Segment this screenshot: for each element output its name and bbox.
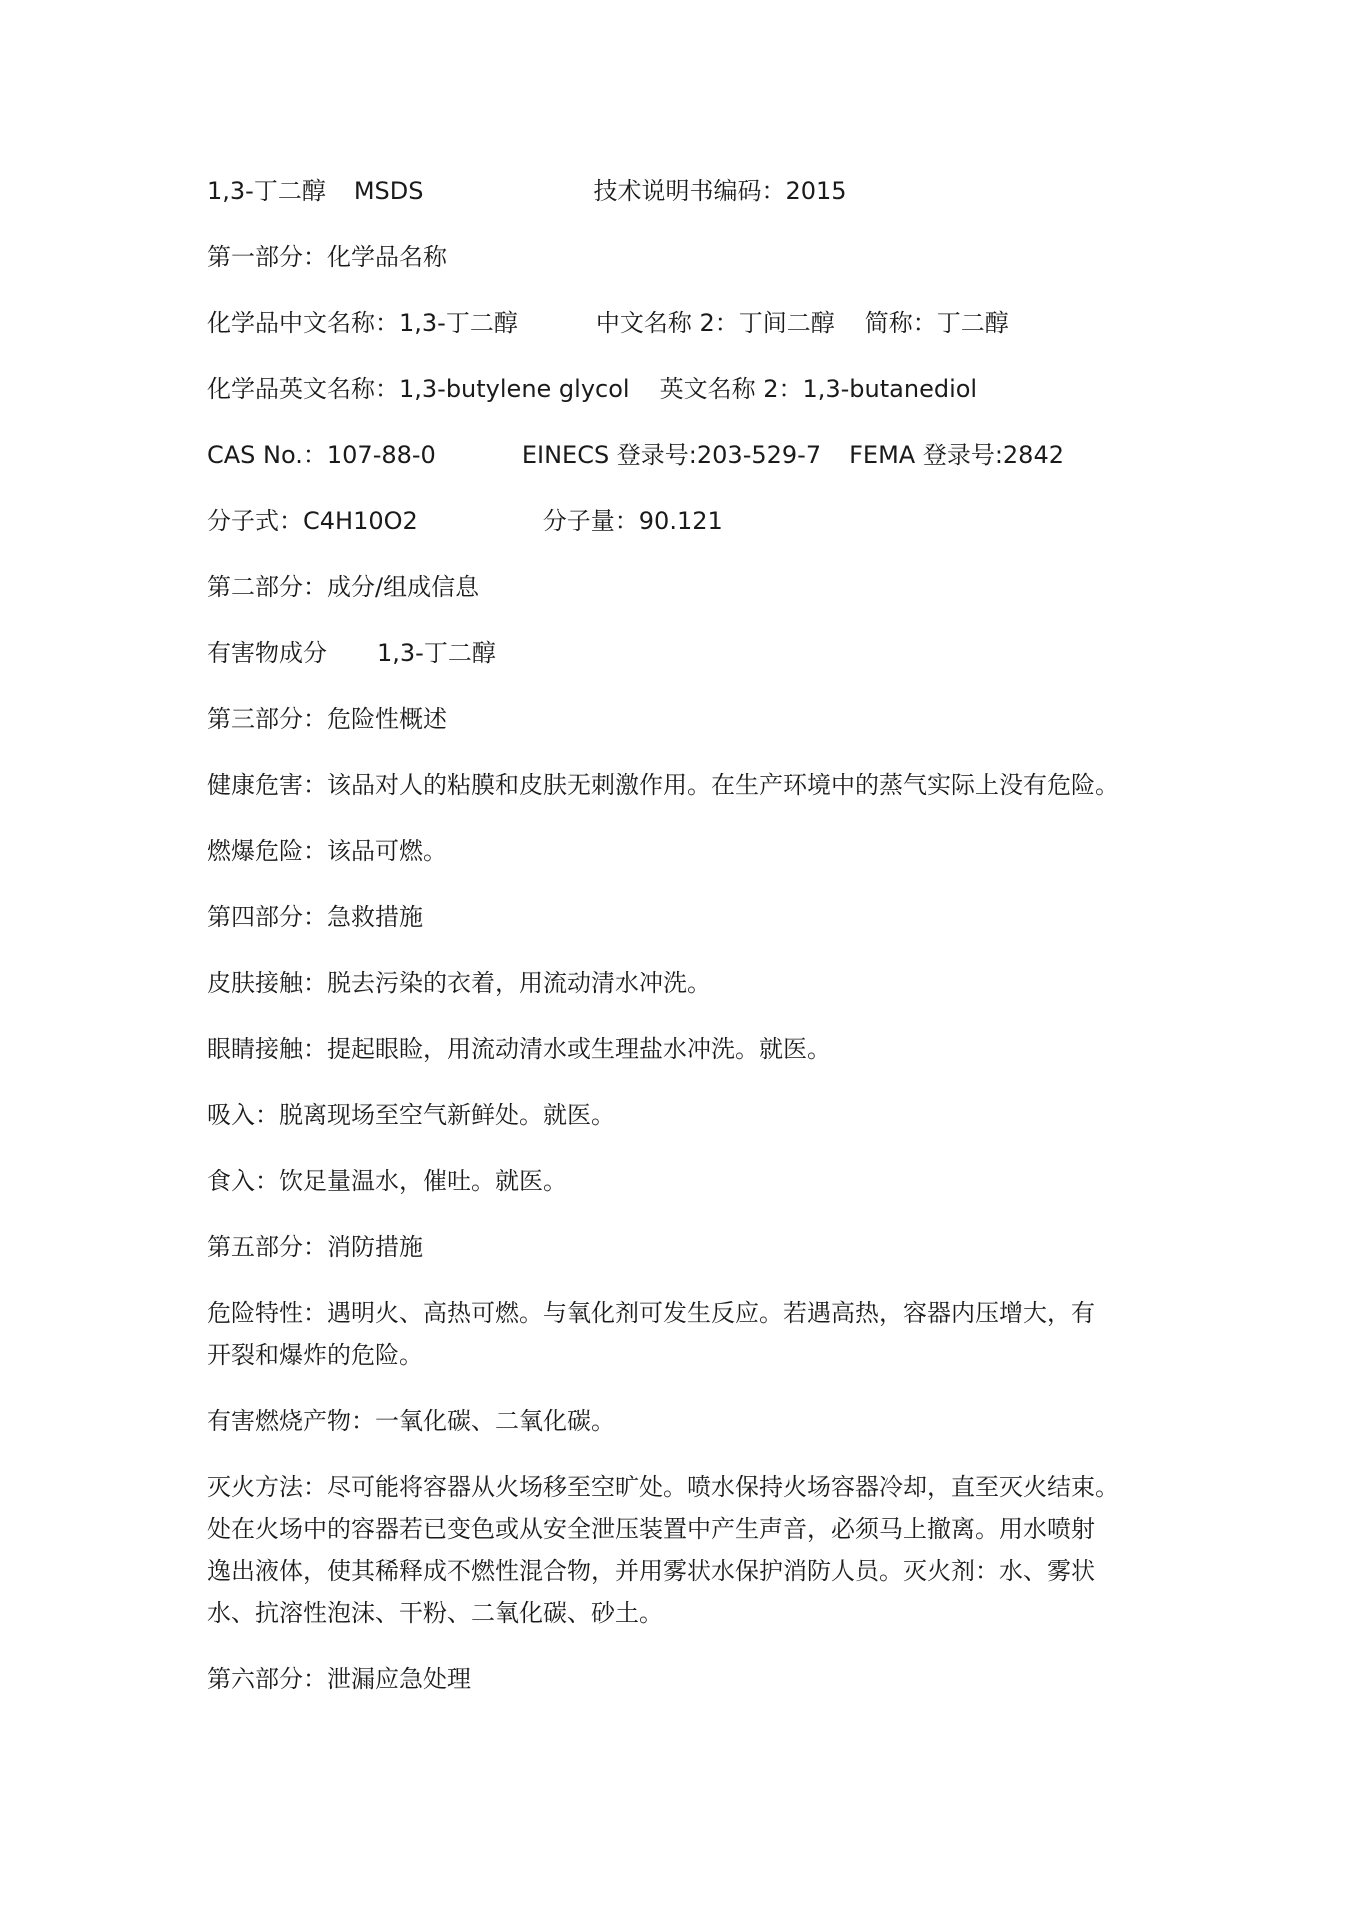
english-names-row: [207, 368, 1207, 410]
chinese-name-2: 中文名称 2：丁间二醇: [595, 309, 835, 337]
skin-contact: 皮肤接触：脱去污染的衣着，用流动清水冲洗。: [207, 969, 711, 997]
hazard-component-row: [207, 632, 1207, 674]
extinguishing-line-2: 处在火场中的容器若已变色或从安全泄压装置中产生声音，必须马上撤离。用水喷射: [207, 1515, 1095, 1543]
section-2-heading: 第二部分：成分/组成信息: [207, 573, 480, 601]
extinguishing-line-1: 灭火方法：尽可能将容器从火场移至空旷处。喷水保持火场容器冷却，直至灭火结束。: [207, 1473, 1119, 1501]
danger-characteristics-line-1: 危险特性：遇明火、高热可燃。与氧化剂可发生反应。若遇高热，容器内压增大，有: [207, 1299, 1095, 1327]
danger-characteristics: [207, 1292, 1207, 1376]
chinese-names-row: [207, 302, 1207, 344]
extinguishing-line-4: 水、抗溶性泡沫、干粉、二氧化碳、砂土。: [207, 1599, 663, 1627]
hazard-component-label: 有害物成分: [207, 639, 327, 667]
short-name: 简称：丁二醇: [864, 309, 1009, 337]
combustion-products: 有害燃烧产物：一氧化碳、二氧化碳。: [207, 1407, 615, 1435]
hazard-component-value: 1,3-丁二醇: [377, 639, 496, 667]
extinguishing-line-3: 逸出液体，使其稀释成不燃性混合物，并用雾状水保护消防人员。灭火剂：水、雾状: [207, 1557, 1095, 1585]
einecs-number: EINECS 登录号:203-529-7: [521, 441, 822, 469]
danger-characteristics-line-2: 开裂和爆炸的危险。: [207, 1341, 423, 1369]
fire-hazard: 燃爆危险：该品可燃。: [207, 837, 447, 865]
english-name-2: 英文名称 2：1,3-butanediol: [659, 375, 978, 403]
section-4-heading: 第四部分：急救措施: [207, 903, 423, 931]
section-1-heading: 第一部分：化学品名称: [207, 243, 447, 271]
section-6-heading: 第六部分：泄漏应急处理: [207, 1665, 471, 1693]
eye-contact: 眼睛接触：提起眼睑，用流动清水或生理盐水冲洗。就医。: [207, 1035, 831, 1063]
inhalation: 吸入：脱离现场至空气新鲜处。就医。: [207, 1101, 615, 1129]
msds-document: [207, 170, 1207, 1724]
chinese-name: 化学品中文名称：1,3-丁二醇: [207, 309, 518, 337]
molecular-weight: 分子量：90.121: [542, 507, 723, 535]
extinguishing-method: [207, 1466, 1207, 1634]
molecular-formula: 分子式：C4H10O2: [207, 507, 418, 535]
ingestion: 食入：饮足量温水，催吐。就医。: [207, 1167, 567, 1195]
chemical-title: 1,3-丁二醇: [207, 177, 326, 205]
health-hazard: 健康危害：该品对人的粘膜和皮肤无刺激作用。在生产环境中的蒸气实际上没有危险。: [207, 771, 1119, 799]
formula-row: [207, 500, 1207, 542]
fema-number: FEMA 登录号:2842: [849, 441, 1064, 469]
section-5-heading: 第五部分：消防措施: [207, 1233, 423, 1261]
document-header: [207, 170, 1207, 212]
spec-code: 技术说明书编码：2015: [593, 177, 847, 205]
english-name: 化学品英文名称：1,3-butylene glycol: [207, 375, 630, 403]
cas-number: CAS No.：107-88-0: [207, 441, 436, 469]
section-3-heading: 第三部分：危险性概述: [207, 705, 447, 733]
doc-type: MSDS: [353, 177, 424, 205]
registry-row: [207, 434, 1207, 476]
